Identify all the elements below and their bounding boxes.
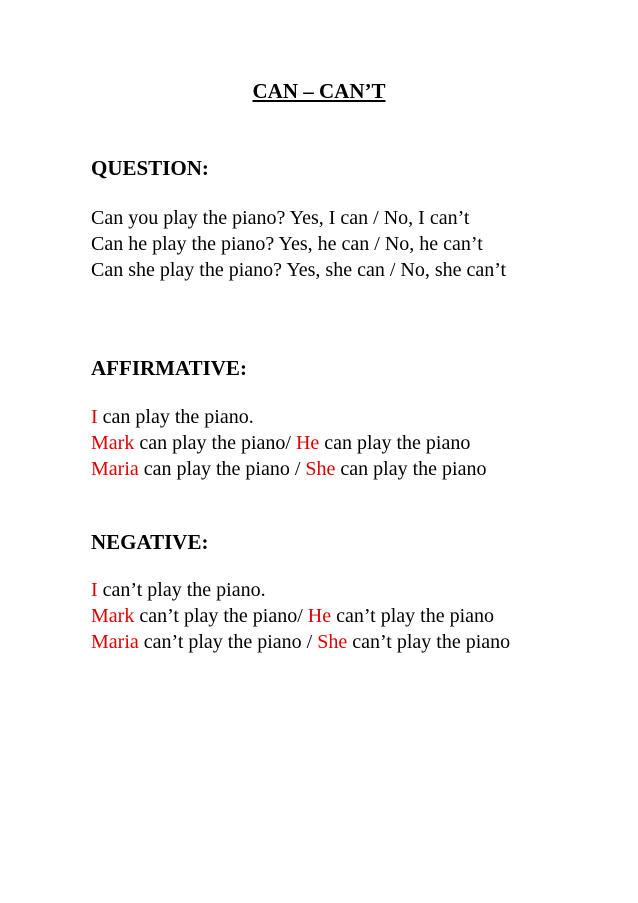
subject-word: Mark bbox=[91, 605, 135, 627]
sentence-text: can play the piano bbox=[319, 432, 471, 454]
subject-word: He bbox=[295, 432, 320, 454]
subject-word: She bbox=[317, 631, 348, 653]
affirmative-line-3 bbox=[91, 456, 486, 482]
sentence-text: can play the piano / bbox=[138, 458, 306, 480]
subject-word: I bbox=[91, 406, 98, 428]
affirmative-line-1 bbox=[91, 404, 254, 430]
negative-line-3 bbox=[91, 629, 510, 655]
document-title: CAN – CAN’T bbox=[252, 79, 386, 103]
subject-word: I bbox=[91, 579, 98, 601]
question-line-3: Can she play the piano? Yes, she can / No, she can’t bbox=[91, 259, 507, 281]
question-heading: QUESTION: bbox=[91, 156, 209, 180]
question-line-2: Can he play the piano? Yes, he can / No, he can’t bbox=[91, 233, 483, 255]
sentence-text: can’t play the piano. bbox=[97, 579, 266, 601]
sentence-text: can play the piano/ bbox=[134, 432, 296, 454]
sentence-text: can play the piano bbox=[335, 458, 487, 480]
subject-word: She bbox=[305, 458, 336, 480]
sentence-text: can’t play the piano / bbox=[138, 631, 318, 653]
subject-word: Maria bbox=[91, 458, 139, 480]
sentence-text: can play the piano. bbox=[97, 406, 254, 428]
negative-line-2 bbox=[91, 603, 494, 629]
negative-heading: NEGATIVE: bbox=[91, 530, 209, 554]
sentence-text: can’t play the piano/ bbox=[134, 605, 308, 627]
negative-line-1 bbox=[91, 577, 266, 603]
subject-word: He bbox=[307, 605, 332, 627]
affirmative-heading: AFFIRMATIVE: bbox=[91, 356, 247, 380]
question-line-1: Can you play the piano? Yes, I can / No, I can’t bbox=[91, 207, 470, 229]
affirmative-line-2 bbox=[91, 430, 470, 456]
sentence-text: can’t play the piano bbox=[331, 605, 495, 627]
subject-word: Maria bbox=[91, 631, 139, 653]
subject-word: Mark bbox=[91, 432, 135, 454]
sentence-text: can’t play the piano bbox=[347, 631, 511, 653]
